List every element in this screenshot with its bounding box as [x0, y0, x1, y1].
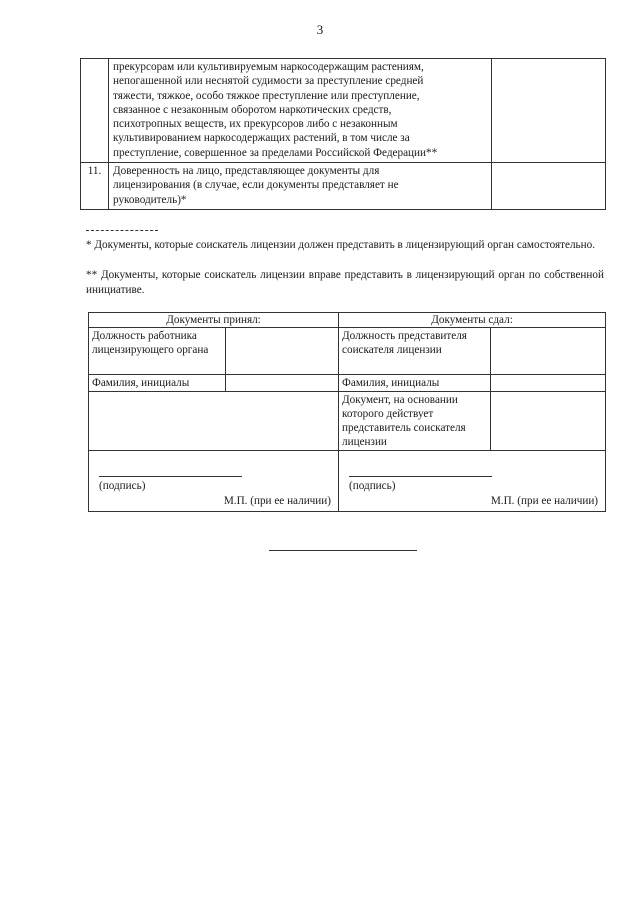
signature-table	[88, 312, 606, 512]
footnote-separator	[86, 230, 158, 231]
signature-line[interactable]	[349, 476, 492, 477]
applicant-position-value[interactable]	[491, 328, 606, 375]
text-line: Доверенность на лицо, представляющее документы для	[113, 165, 380, 178]
signature-label: (подпись)	[99, 480, 146, 492]
basis-document-value[interactable]	[491, 392, 606, 451]
signature-block-right	[339, 451, 606, 512]
row-number	[81, 59, 109, 163]
empty-cell	[492, 163, 606, 210]
applicant-position-label: Должность представителя соискателя лицензии	[339, 328, 491, 375]
row-text	[109, 59, 492, 163]
table-row	[81, 59, 606, 163]
employee-position-value[interactable]	[226, 328, 339, 375]
page-number: 3	[316, 22, 324, 37]
text-line: культивированием наркосодержащих растений, в том числе за	[113, 132, 410, 145]
signature-line[interactable]	[99, 476, 242, 477]
signature-block-left	[89, 451, 339, 512]
text-line: прекурсорам или культивируемым наркосодержащим растениям,	[113, 61, 424, 73]
empty-cell	[492, 59, 606, 163]
text-line: тяжести, тяжкое, особо тяжкое преступление или преступление,	[113, 89, 420, 102]
surname-value-right[interactable]	[491, 375, 606, 392]
end-of-document-line	[269, 550, 417, 551]
stamp-label: М.П. (при ее наличии)	[490, 495, 599, 507]
text-line: руководитель)*	[113, 193, 187, 206]
surname-label-right: Фамилия, инициалы	[339, 375, 491, 392]
surname-label-left: Фамилия, инициалы	[89, 375, 226, 392]
signature-label: (подпись)	[349, 480, 396, 492]
text-line: лицензирования (в случае, если документы представляет не	[113, 179, 399, 192]
row-text	[109, 163, 492, 210]
footnote-optional: ** Документы, которые соискатель лицензии вправе представить в лицензирующий орган по собственной инициативе.	[86, 269, 604, 296]
footnote-required: * Документы, которые соискатель лицензии должен представить в лицензирующий орган самостоятельно.	[86, 239, 596, 251]
text-line: психотропных веществ, их прекурсоров либо с незаконным	[113, 118, 398, 131]
documents-table	[80, 58, 606, 210]
stamp-label: М.П. (при ее наличии)	[223, 495, 332, 507]
text-line: преступление, совершенное за пределами Российской Федерации**	[113, 146, 438, 159]
accepted-header: Документы принял:	[89, 313, 339, 328]
submitted-header: Документы сдал:	[339, 313, 606, 328]
table-row	[81, 163, 606, 210]
basis-document-label: Документ, на основании которого действует представитель соискателя лицензии	[339, 392, 491, 451]
surname-value-left[interactable]	[226, 375, 339, 392]
text-line: непогашенной или неснятой судимости за преступление средней	[113, 75, 424, 88]
text-line: связанное с незаконным оборотом наркотических средств,	[113, 103, 392, 116]
row-number: 11.	[81, 163, 109, 210]
employee-position-label: Должность работника лицензирующего органа	[89, 328, 226, 375]
